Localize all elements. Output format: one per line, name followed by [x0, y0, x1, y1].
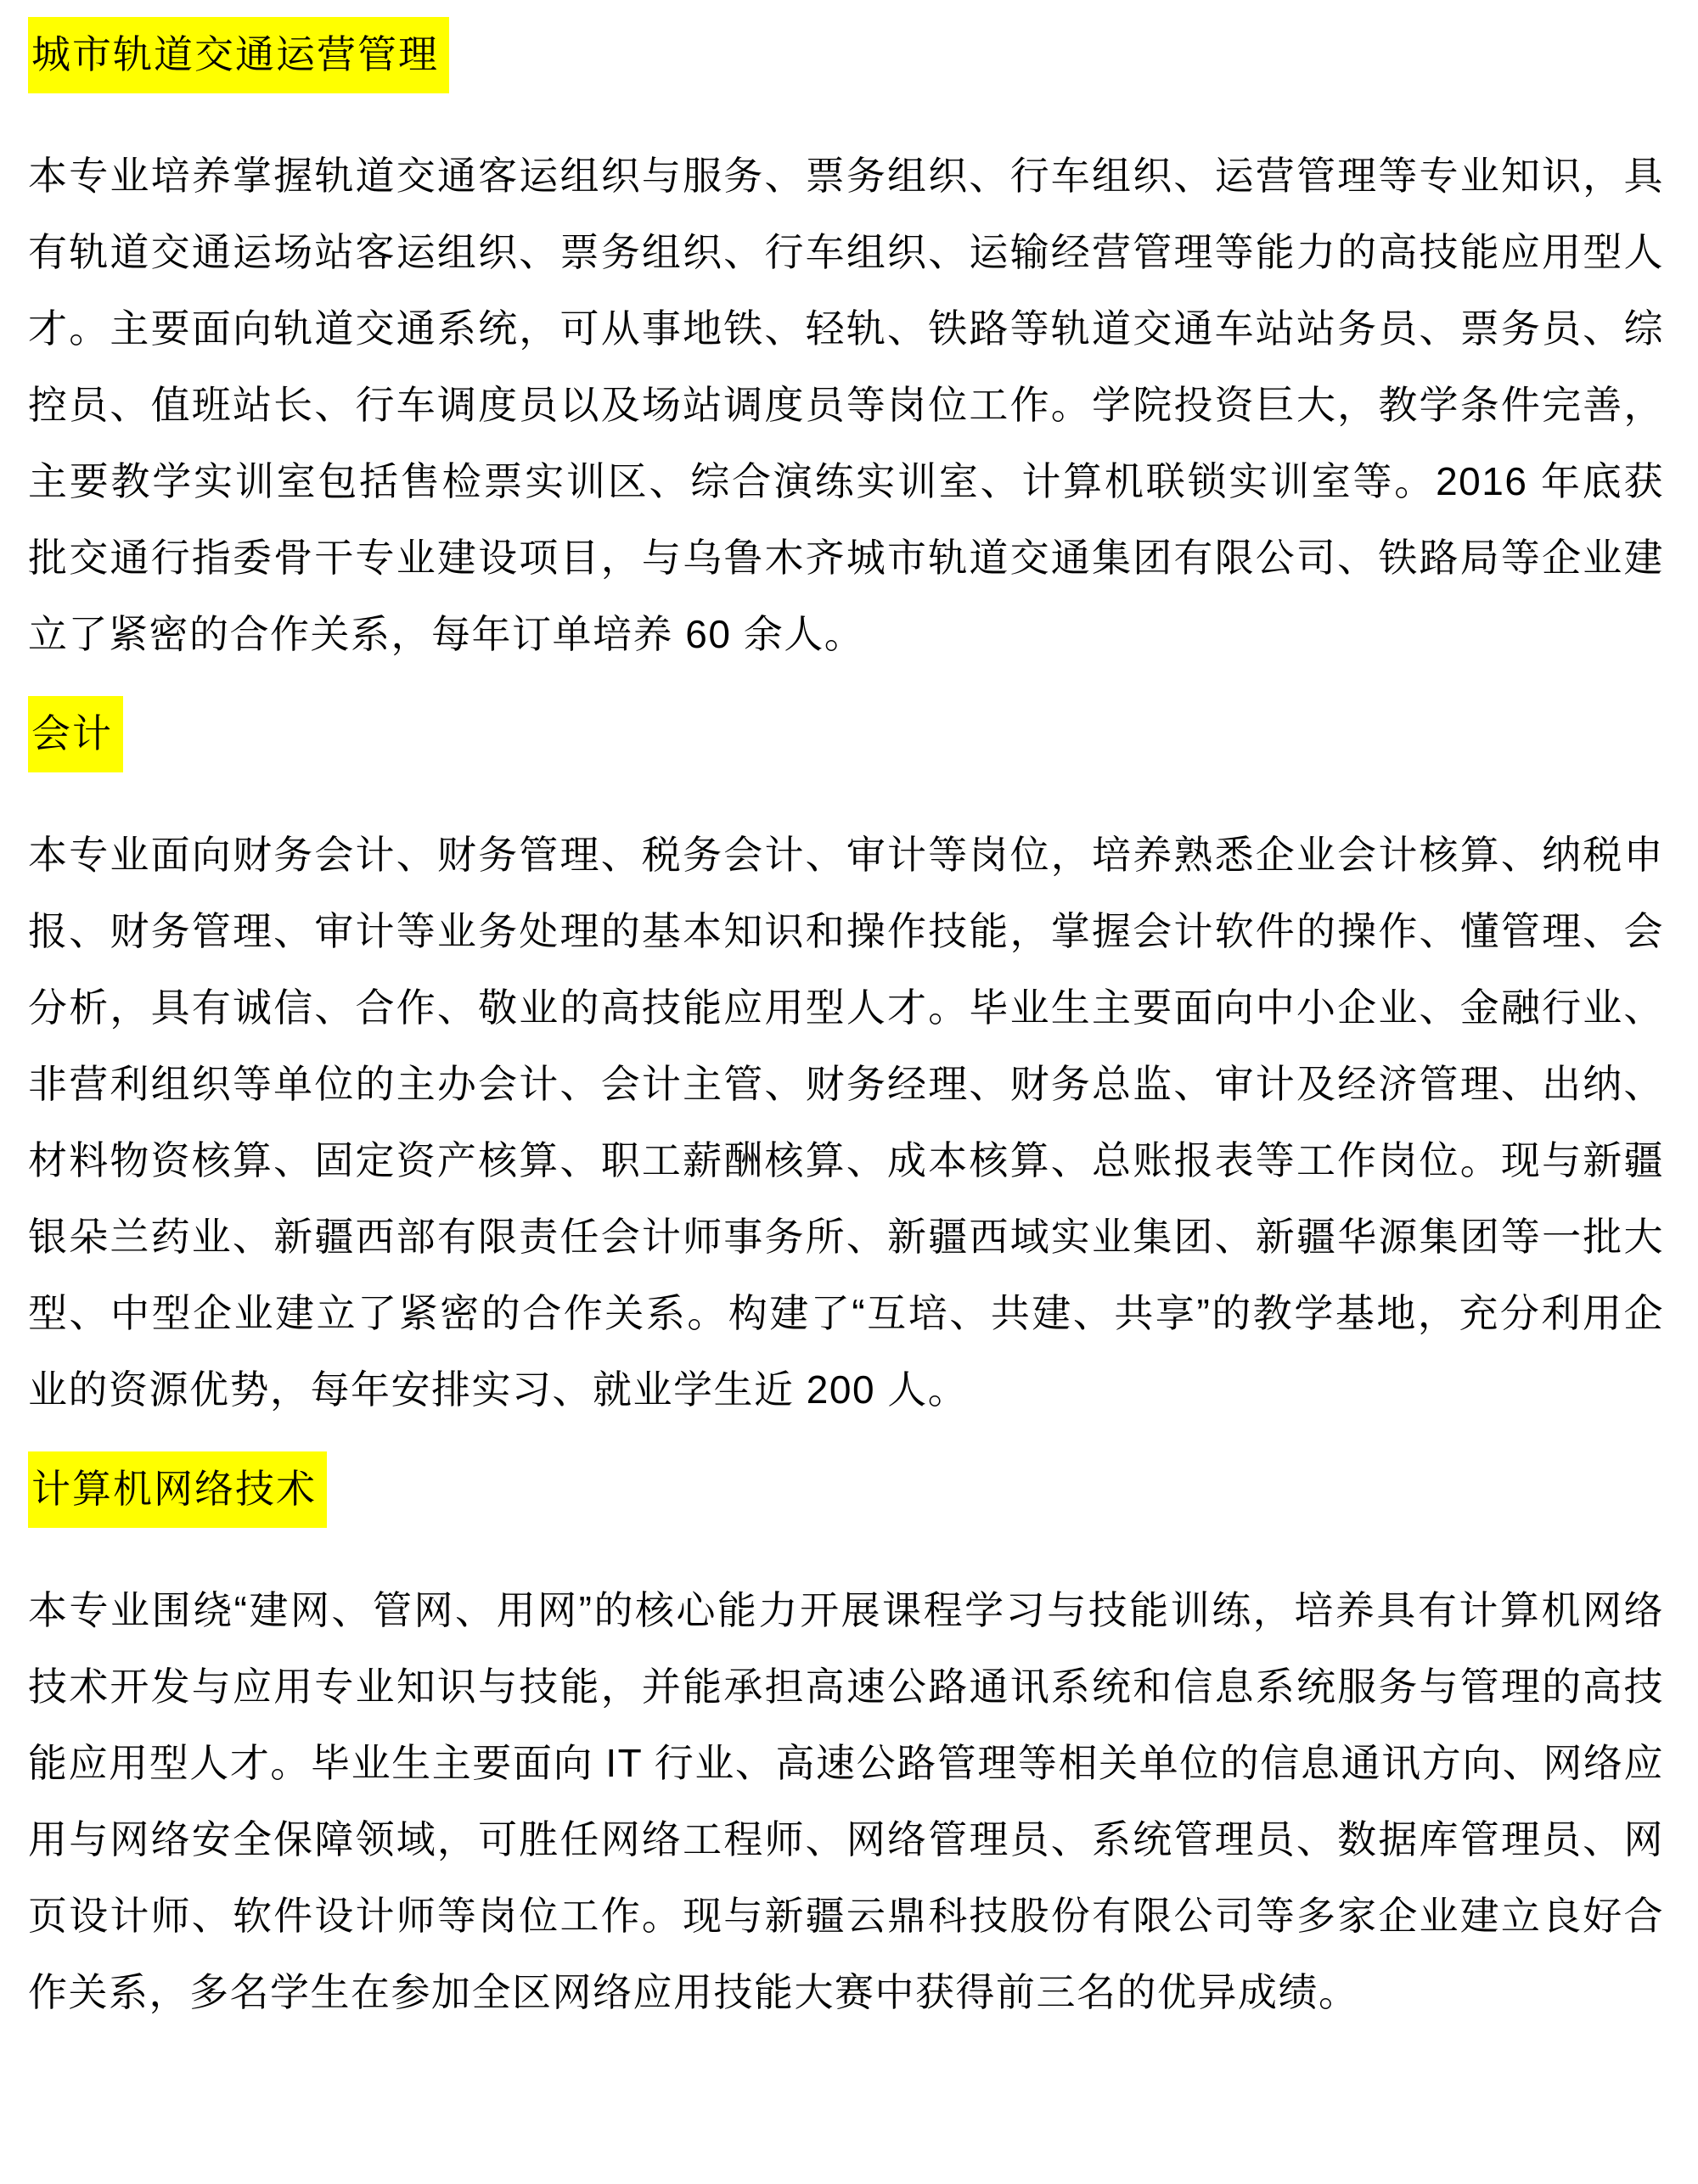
section-heading-accounting: [28, 696, 1664, 772]
heading-highlight-accounting: 会计: [28, 696, 123, 772]
heading-highlight-computer-network: 计算机网络技术: [28, 1451, 327, 1528]
section-heading-computer-network: [28, 1451, 1664, 1528]
heading-highlight-urban-rail: 城市轨道交通运营管理: [28, 17, 449, 93]
section-heading-urban-rail: [28, 17, 1664, 93]
section-paragraph-urban-rail: 本专业培养掌握轨道交通客运组织与服务、票务组织、行车组织、运营管理等专业知识，具有轨道交通运场站客运组织、票务组织、行车组织、运输经营管理等能力的高技能应用型人才。主要面向轨道交通系统，可从事地铁、轻轨、铁路等轨道交通车站站务员、票务员、综控员、值班站长、行车调度员以及场站调度员等岗位工作。学院投资巨大，教学条件完善，主要教学实训室包括售检票实训区、综合演练实训室、计算机联锁实训室等。2016 年底获批交通行指委骨干专业建设项目，与乌鲁木齐城市轨道交通集团有限公司、铁路局等企业建立了紧密的合作关系，每年订单培养 60 余人。: [28, 154, 1664, 656]
section-paragraph-accounting: 本专业面向财务会计、财务管理、税务会计、审计等岗位，培养熟悉企业会计核算、纳税申报、财务管理、审计等业务处理的基本知识和操作技能，掌握会计软件的操作、懂管理、会分析，具有诚信、合作、敬业的高技能应用型人才。毕业生主要面向中小企业、金融行业、非营利组织等单位的主办会计、会计主管、财务经理、财务总监、审计及经济管理、出纳、材料物资核算、固定资产核算、职工薪酬核算、成本核算、总账报表等工作岗位。现与新疆银朵兰药业、新疆西部有限责任会计师事务所、新疆西域实业集团、新疆华源集团等一批大型、中型企业建立了紧密的合作关系。构建了“互培、共建、共享”的教学基地，充分利用企业的资源优势，每年安排实习、就业学生近 200 人。: [28, 833, 1664, 1412]
section-paragraph-computer-network: 本专业围绕“建网、管网、用网”的核心能力开展课程学习与技能训练，培养具有计算机网络技术开发与应用专业知识与技能，并能承担高速公路通讯系统和信息系统服务与管理的高技能应用型人才。毕业生主要面向 IT 行业、高速公路管理等相关单位的信息通讯方向、网络应用与网络安全保障领域，可胜任网络工程师、网络管理员、系统管理员、数据库管理员、网页设计师、软件设计师等岗位工作。现与新疆云鼎科技股份有限公司等多家企业建立良好合作关系，多名学生在参加全区网络应用技能大赛中获得前三名的优异成绩。: [28, 1588, 1664, 2014]
